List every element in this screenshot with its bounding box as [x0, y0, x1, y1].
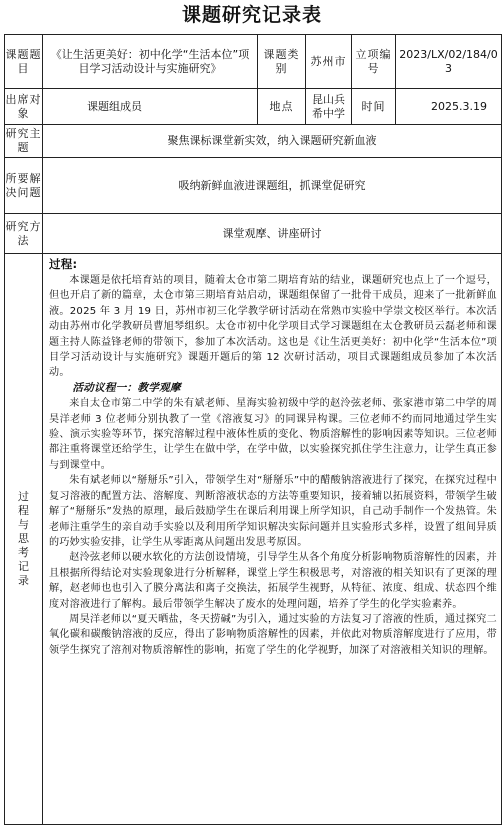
process-content: [43, 254, 502, 825]
process-paragraph: 赵泠弦老师以硬水软化的方法创设情境，引导学生从各个角度分析影响物质溶解性的因素，并且根据所得结论对实验现象进行分析解释，课堂上学生积极思考，对溶液的相关知识有了更深的理解，赵老师也也引入了膜分离法和离子交换法，拓展学生视野，从特征、浓度、组成、状态四个维度对溶液进行了解构。最后带领学生解决了废水的处理问题，培养了学生的化学实验素养。: [49, 552, 498, 610]
topic-label: 课题题目: [5, 35, 43, 89]
place-label: 地点: [258, 89, 306, 125]
process-heading: 过程:: [49, 257, 78, 271]
time-label: 时间: [352, 89, 396, 125]
theme-value: 聚焦课标课堂新实效，纳入课题研究新血液: [43, 125, 502, 158]
page-title: 课题研究记录表: [181, 4, 322, 26]
theme-label: 研究主题: [5, 125, 43, 158]
code-label: 立项编号: [352, 35, 396, 89]
process-paragraph: 周昊洋老师以“夏天晒盐，冬天捞碱”为引入，通过实验的方法复习了溶液的性质，通过探究二氧化碳和碳酸钠溶液的反应，得出了影响物质溶解性的因素，并依此对物质溶解度进行了应用，带领学生探究了溶剂对物质溶解性的影响，拓宽了学生的化学视野，加深了对溶液相关知识的理解。: [49, 613, 498, 656]
code-value: 2023/LX/02/184/03: [396, 35, 502, 89]
process-paragraph: 朱有斌老师以“掰掰乐”引入，带领学生对“掰掰乐”中的醋酸钠溶液进行了探究，在探究过程中复习溶液的配置方法、溶解度、判断溶液状态的方法等重要知识，接着辅以拓展资料，带领学生破解了“掰掰乐”发热的原理，最后鼓励学生在课后利用课上所学知识，自己动手制作一个发热管。朱老师注重学生的亲自动手实验以及利用所学知识解决实际问题并且实验形式多样，设置了组间异质的巧妙实验安排，让学生从零距离从问题出发思考原因。: [49, 475, 498, 548]
process-paragraph: 来自太仓市第二中学的朱有斌老师、星海实验初级中学的赵泠弦老师、张家港市第二中学的周昊洋老师 3 位老师分别执教了一堂《溶液复习》的同课异构课。三位老师不约而同地通过学生实验、演示实验等环节，探究溶解过程中液体性质的变化、物质溶解性的影响因素等知识。三位老师都注重将课堂还给学生，让学生在做中学，在学中做，以实验探究抓住学生注意力，让学生真正参与到课堂中。: [49, 398, 498, 471]
record-table: [4, 34, 502, 825]
problem-label: 所要解决问题: [5, 158, 43, 214]
place-value: 昆山兵希中学: [306, 89, 352, 125]
process-paragraph: 本课题是依托培育站的项目，随着太仓市第二期培育站的结业，课题研究也点上了一个逗号，但也开启了新的篇章，太仓市第三期培育站启动，课题组保留了一批骨干成员，迎来了一批新鲜血液。2025 年 3 月 19 日，苏州市初三化学教学研讨活动在常熟市实验中学崇文校区举行。本次活动由苏州市化学教研员曹旭琴组织。太仓市初中化学项目式学习课题组在太仓教研员云磊老师和课题主持人陈益锋老师的带领下，参加了本次活动。这也是《让生活更美好：初中化学“生活本位”项目学习活动设计与实施研究》课题开题后的第 12 次研讨活动，项目式课题组成员参加了本次活动。: [49, 275, 498, 379]
attendees-value: 课题组成员: [43, 89, 258, 125]
attendees-label: 出席对象: [5, 89, 43, 125]
time-value: 2025.3.19: [396, 89, 502, 125]
topic-value: 《让生活更美好：初中化学“生活本位”项目学习活动设计与实施研究》: [43, 35, 258, 89]
method-label: 研究方法: [5, 214, 43, 254]
category-value: 苏州市: [306, 35, 352, 89]
method-value: 课堂观摩、讲座研讨: [43, 214, 502, 254]
agenda-heading: 活动议程一：教学观摩: [72, 381, 181, 394]
category-label: 课题类别: [258, 35, 306, 89]
problem-value: 吸纳新鲜血液进课题组，抓课堂促研究: [43, 158, 502, 214]
process-label: 过程与思考记录: [5, 254, 43, 825]
